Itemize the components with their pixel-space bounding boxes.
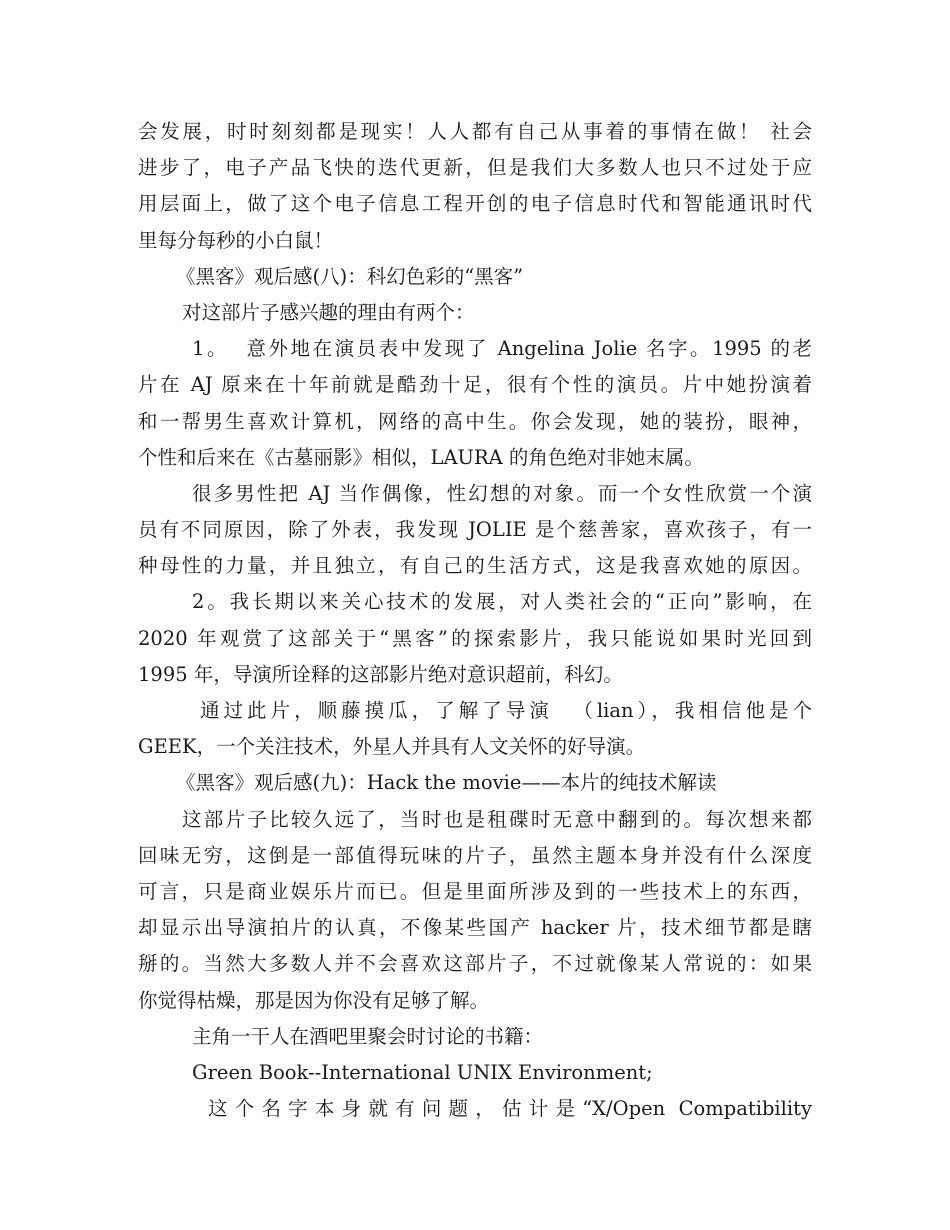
text-line: 2。我长期以来关心技术的发展，对人类社会的“正向”影响，在: [192, 590, 812, 614]
text-line: 会发展，时时刻刻都是现实！人人都有自己从事着的事情在做！ 社会: [138, 120, 812, 143]
text-line: 主角一干人在酒吧里聚会时讨论的书籍：: [192, 1024, 544, 1048]
text-line: 这部片子比较久远了，当时也是租碟时无意中翻到的。每次想来都: [182, 807, 812, 831]
text-line: 这个名字本身就有问题，估计是“X/Open Compatibility: [208, 1097, 812, 1121]
document-body: [138, 114, 812, 1127]
text-line: Green Book--International UNIX Environment;: [192, 1060, 653, 1084]
section-heading: 《黑客》观后感(八)：科幻色彩的“黑客”: [176, 264, 524, 288]
text-line: 2020 年观赏了这部关于“黑客”的探索影片，我只能说如果时光回到: [138, 626, 812, 650]
text-line: 片在 AJ 原来在十年前就是酷劲十足，很有个性的演员。片中她扮演着: [138, 373, 812, 397]
text-line: 却显示出导演拍片的认真，不像某些国产 hacker 片，技术细节都是瞎: [138, 916, 812, 940]
text-line: 很多男性把 AJ 当作偶像，性幻想的对象。而一个女性欣赏一个演: [192, 481, 812, 505]
text-line: 你觉得枯燥，那是因为你没有足够了解。: [138, 988, 490, 1012]
text-line: GEEK，一个关注技术，外星人并具有人文关怀的好导演。: [138, 735, 646, 759]
section-heading: 《黑客》观后感(九)：Hack the movie——本片的纯技术解读: [176, 771, 717, 795]
text-line: 1995 年，导演所诠释的这部影片绝对意识超前，科幻。: [138, 662, 623, 686]
text-line: 里每分每秒的小白鼠！: [138, 228, 334, 252]
text-line: 回味无穷，这倒是一部值得玩味的片子，虽然主题本身并没有什么深度: [138, 843, 812, 867]
text-line: 1。 意外地在演员表中发现了 Angelina Jolie 名字。1995 的老: [192, 337, 812, 361]
text-line: 员有不同原因，除了外表，我发现 JOLIE 是个慈善家，喜欢孩子，有一: [138, 518, 812, 542]
text-line: 可言，只是商业娱乐片而已。但是里面所涉及到的一些技术上的东西，: [138, 879, 812, 903]
text-line: 用层面上，做了这个电子信息工程开创的电子信息时代和智能通讯时代: [138, 192, 812, 216]
text-line: 进步了，电子产品飞快的迭代更新，但是我们大多数人也只不过处于应: [138, 156, 812, 180]
text-line: 对这部片子感兴趣的理由有两个：: [182, 300, 475, 324]
text-line: 和一帮男生喜欢计算机，网络的高中生。你会发现，她的装扮，眼神，: [138, 409, 812, 433]
text-line: 个性和后来在《古墓丽影》相似，LAURA 的角色绝对非她末属。: [138, 445, 704, 469]
text-line: 通过此片，顺藤摸瓜，了解了导演 （lian），我相信他是个: [200, 699, 812, 722]
text-line: 掰的。当然大多数人并不会喜欢这部片子，不过就像某人常说的：如果: [138, 952, 812, 976]
text-line: 种母性的力量，并且独立，有自己的生活方式，这是我喜欢她的原因。: [138, 554, 812, 578]
